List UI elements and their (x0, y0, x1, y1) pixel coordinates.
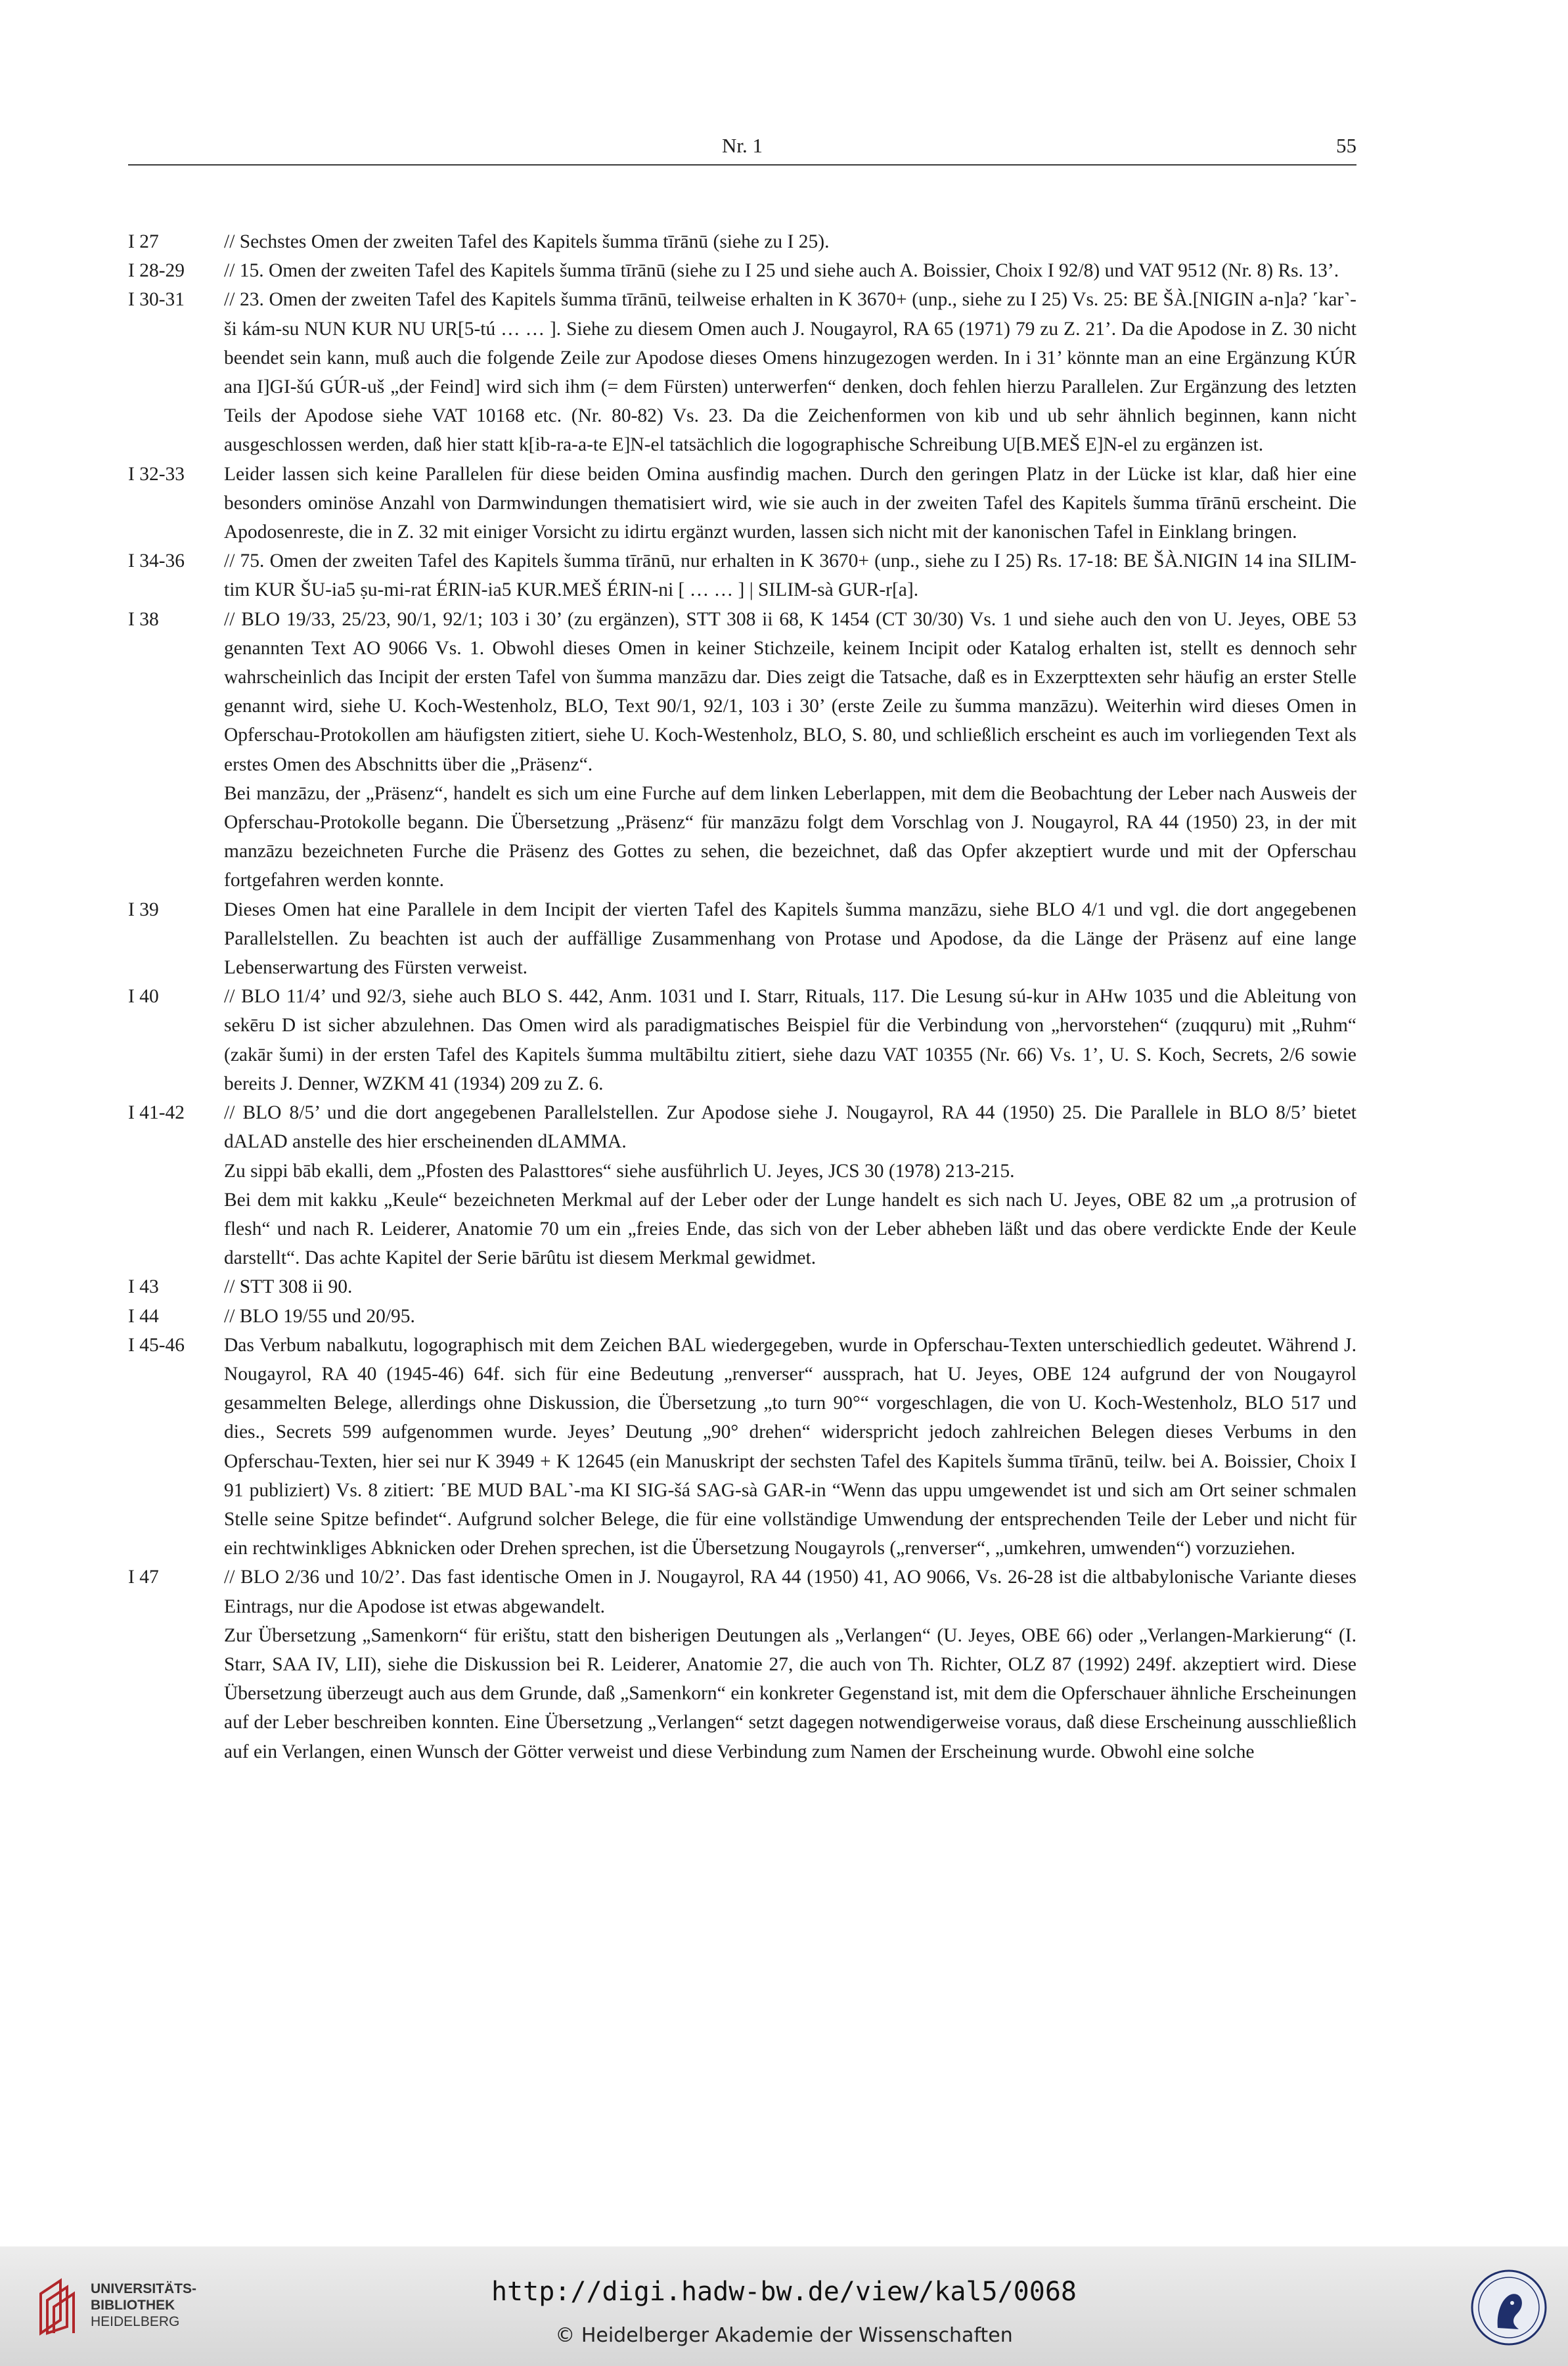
entry-paragraph: // 15. Omen der zweiten Tafel des Kapitels šumma tīrānū (siehe zu I 25 und siehe auch A. Boissier, Choix I 92/8) und VAT 9512 (Nr. 8) Rs. 13’. (224, 260, 1339, 282)
running-head (128, 131, 1356, 166)
entry-text (224, 1563, 1356, 1766)
running-head-title: Nr. 1 (722, 134, 763, 157)
entry-paragraph: Leider lassen sich keine Parallelen für diese beiden Omina ausfindig machen. Durch den geringen Platz in der Lücke ist klar, daß hier eine besonders ominöse Anzahl von Darmwindungen thematisiert wird, wie sie auch in der zweiten Tafel des Kapitels šumma tīrānū erscheint. Die Apodosenreste, die in Z. 32 mit einiger Vorsicht zu idirtu ergänzt wurden, lassen sich nicht mit der kanonischen Tafel in Einklang bringen. (224, 463, 1356, 543)
line-reference: I 41-42 (128, 1102, 185, 1124)
entry-paragraph: // BLO 2/36 und 10/2’. Das fast identische Omen in J. Nougayrol, RA 44 (1950) 41, AO 9066, Vs. 26-28 ist die altbabylonische Variante dieses Eintrags, nur die Apodose ist etwas abgewandelt. (224, 1567, 1356, 1617)
commentary-entry (128, 1563, 1356, 1766)
entry-text (224, 285, 1356, 459)
commentary-entry (128, 460, 1356, 547)
line-reference: I 47 (128, 1567, 159, 1588)
commentary-entry (128, 895, 1356, 983)
entry-text (224, 1331, 1356, 1563)
commentary-entry (128, 227, 1356, 256)
line-reference: I 44 (128, 1305, 159, 1327)
entry-text (224, 256, 1356, 285)
academy-seal-icon (1470, 2269, 1548, 2346)
entry-paragraph: Dieses Omen hat eine Parallele in dem Incipit der vierten Tafel des Kapitels šumma manzāzu, siehe BLO 4/1 und vgl. die dort angegebenen Parallelstellen. Zu beachten ist auch der auffällige Zusammenhang von Protase und Apodose, da die Länge der Präsenz auf eine lange Lebenserwartung des Fürsten verweist. (224, 899, 1356, 979)
entry-paragraph: Bei manzāzu, der „Präsenz“, handelt es sich um eine Furche auf dem linken Leberlappen, mit dem die Beobachtung der Leber nach Ausweis der Opferschau-Protokolle begann. Die Übersetzung „Präsenz“ für manzāzu folgt dem Vorschlag von J. Nougayrol, RA 44 (1950) 23, in der mit manzāzu bezeichneten Furche die Präsenz des Gottes zu sehen, die bezeichnet, daß das Opfer akzeptiert wurde und mit der Opferschau fortgefahren werden konnte. (224, 782, 1356, 891)
entry-paragraph: // BLO 19/33, 25/23, 90/1, 92/1; 103 i 30’ (zu ergänzen), STT 308 ii 68, K 1454 (CT 30/30) Vs. 1 und siehe auch den von U. Jeyes, OBE 53 genannten Text AO 9066 Vs. 1. Obwohl dieses Omen in keiner Stichzeile, keinem Incipit oder Katalog erhalten ist, stellt es dennoch sehr wahrscheinlich das Incipit der ersten Tafel von šumma manzāzu dar. Dies zeigt die Tatsache, daß es in Exzerpttexten sehr häufig an erster Stelle genannt wird, siehe U. Koch-Westenholz, BLO, Text 90/1, 92/1, 103 i 30’ (erste Zeile zu šumma manzāzu). Weiterhin wird dieses Omen in Opferschau-Protokollen am häufigsten zitiert, siehe U. Koch-Westenholz, BLO, S. 80, und schließlich erscheint es auch im vorliegenden Text als erstes Omen des Abschnitts über die „Präsenz“. (224, 608, 1356, 775)
entry-text (224, 1302, 1356, 1331)
copyright-notice: © Heidelberger Akademie der Wissenschaften (555, 2324, 1013, 2347)
logo-line: UNIVERSITÄTS- (91, 2281, 197, 2296)
line-reference: I 28-29 (128, 260, 185, 282)
line-reference: I 45-46 (128, 1334, 185, 1356)
commentary-entry (128, 605, 1356, 895)
logo-line: HEIDELBERG (91, 2314, 180, 2329)
entry-paragraph: // 23. Omen der zweiten Tafel des Kapitels šumma tīrānū, teilweise erhalten in K 3670+ (unp., siehe zu I 25) Vs. 25: BE ŠÀ.[NIGIN a-n]a? ˹kar˺-ši kám-su NUN KUR NU UR[5-tú … … ]. Siehe zu diesem Omen auch J. Nougayrol, RA 65 (1971) 79 zu Z. 21’. Da die Apodose in Z. 30 nicht beendet sein kann, muß auch die folgende Zeile zur Apodose dieses Omens hinzugezogen werden. In i 31’ könnte man an eine Ergänzung KÚR ana I]GI-šú GÚR-uš „der Feind] wird sich ihm (= dem Fürsten) unterwerfen“ denken, doch fehlen hierzu Parallelen. Zur Ergänzung des letzten Teils der Apodose siehe VAT 10168 etc. (Nr. 80-82) Vs. 23. Da die Zeichenformen von kib und ub sehr ähnlich beginnen, kann nicht ausgeschlossen werden, daß hier statt k[ib-ra-a-te E]N-el tatsächlich die logographische Schreibung U[B.MEŠ E]N-el zu ergänzen ist. (224, 289, 1356, 456)
entry-paragraph: // BLO 11/4’ und 92/3, siehe auch BLO S. 442, Anm. 1031 und I. Starr, Rituals, 117. Die Lesung sú-kur in AHw 1035 und die Ableitung von sekēru D ist sicher abzulehnen. Das Omen wird als paradigmatisches Beispiel für die Verbindung von „hervorstehen“ (zuqquru) mit „Ruhm“ (zakār šumi) in der ersten Tafel des Kapitels šumma multābiltu zitiert, siehe dazu VAT 10355 (Nr. 66) Vs. 1’, U. S. Koch, Secrets, 2/6 sowie bereits J. Denner, WZKM 41 (1934) 209 zu Z. 6. (224, 986, 1356, 1094)
line-reference: I 34-36 (128, 550, 185, 572)
commentary-entry (128, 1272, 1356, 1301)
page-number: 55 (1336, 134, 1356, 157)
commentary-entry (128, 547, 1356, 604)
commentary-entry (128, 1098, 1356, 1272)
entry-text (224, 895, 1356, 983)
line-reference: I 30-31 (128, 289, 185, 311)
entry-paragraph: Zur Übersetzung „Samenkorn“ für erištu, statt den bisherigen Deutungen als „Verlangen“ (U. Jeyes, OBE 66) oder „Verlangen-Markierung“ (I. Starr, SAA IV, LII), siehe die Diskussion bei R. Leiderer, Anatomie 27, die auch von Th. Richter, OLZ 87 (1992) 249f. akzeptiert wird. Diese Übersetzung überzeugt auch aus dem Grunde, daß „Samenkorn“ ein konkreter Gegenstand ist, mit dem die Opferschauer ähnliche Erscheinungen auf der Leber beschreiben konnten. Eine Übersetzung „Verlangen“ setzt dagegen notwendigerweise voraus, daß diese Erscheinung ausschließlich auf ein Verlangen, einen Wunsch der Götter verweist und diese Verbindung zum Namen der Erscheinung wurde. Obwohl eine solche (224, 1624, 1356, 1762)
line-reference: I 43 (128, 1276, 159, 1298)
entry-text (224, 547, 1356, 604)
entry-paragraph: Das Verbum nabalkutu, logographisch mit dem Zeichen BAL wiedergegeben, wurde in Opferschau-Texten unterschiedlich gedeutet. Während J. Nougayrol, RA 40 (1945-46) 64f. sich für eine Bedeutung „renverser“ aussprach, hat U. Jeyes, OBE 124 aufgrund der von Nougayrol gesammelten Belege, allerdings ohne Diskussion, die Übersetzung „to turn 90°“ vorgeschlagen, die von U. Koch-Westenholz, BLO 517 und dies., Secrets 599 aufgenommen wurde. Jeyes’ Deutung „90° drehen“ widerspricht jedoch zahlreichen Belegen dieses Verbums in den Opferschau-Texten, hier sei nur K 3949 + K 12645 (ein Manuskript der sechsten Tafel des Kapitels šumma tīrānū, teilw. bei A. Boissier, Choix I 91 publiziert) Vs. 8 zitiert: ˹BE MUD BAL˺-ma KI SIG-šá SAG-sà GAR-in “Wenn das uppu umgewendet ist und sich am Ort seiner schmalen Stelle seine Spitze befindet“. Aufgrund solcher Belege, die für eine vollständige Umwendung der entsprechenden Teile der Leber und nicht für ein rechtwinkliges Abknicken oder Drehen sprechen, ist die Übersetzung Nougayrols („renverser“, „umkehren, umwenden“) vorzuziehen. (224, 1334, 1356, 1559)
source-url-link[interactable]: http://digi.hadw-bw.de/view/kal5/0068 (491, 2277, 1077, 2307)
entry-text (224, 1098, 1356, 1272)
line-reference: I 39 (128, 899, 159, 920)
line-reference: I 32-33 (128, 463, 185, 485)
line-reference: I 38 (128, 608, 159, 630)
entry-paragraph: // Sechstes Omen der zweiten Tafel des Kapitels šumma tīrānū (siehe zu I 25). (224, 231, 830, 252)
entry-paragraph: // STT 308 ii 90. (224, 1276, 353, 1298)
entry-paragraph: // BLO 8/5’ und die dort angegebenen Parallelstellen. Zur Apodose siehe J. Nougayrol, RA 44 (1950) 25. Die Parallele in BLO 8/5’ bietet dALAD anstelle des hier erscheinenden dLAMMA. (224, 1102, 1356, 1153)
commentary-entry (128, 982, 1356, 1098)
commentary-entry (128, 256, 1356, 285)
entry-text (224, 982, 1356, 1098)
commentary-entry (128, 1302, 1356, 1331)
entry-paragraph: // 75. Omen der zweiten Tafel des Kapitels šumma tīrānū, nur erhalten in K 3670+ (unp., siehe zu I 25) Rs. 17-18: BE ŠÀ.NIGIN 14 ina SILIM-tim KUR ŠU-ia5 ṣu-mi-rat ÉRIN-ia5 KUR.MEŠ ÉRIN-ni [ … … ] | SILIM-sà GUR-r[a]. (224, 550, 1356, 601)
entry-text (224, 605, 1356, 895)
entry-paragraph: Zu sippi bāb ekalli, dem „Pfosten des Palasttores“ siehe ausführlich U. Jeyes, JCS 30 (1978) 213-215. (224, 1160, 1015, 1182)
commentary-body (128, 227, 1356, 1766)
commentary-entry (128, 1331, 1356, 1563)
line-reference: I 27 (128, 231, 159, 252)
footer-bar (0, 2246, 1568, 2366)
entry-paragraph: // BLO 19/55 und 20/95. (224, 1305, 415, 1327)
commentary-entry (128, 285, 1356, 459)
entry-paragraph: Bei dem mit kakku „Keule“ bezeichneten Merkmal auf der Leber oder der Lunge handelt es sich nach U. Jeyes, OBE 82 um „a protrusion of flesh“ und nach R. Leiderer, Anatomie 70 um ein „freies Ende, das sich von der Leber abheben läßt und das obere verdickte Ende der Keule darstellt“. Das achte Kapitel der Serie bārûtu ist diesem Merkmal gewidmet. (224, 1189, 1356, 1269)
line-reference: I 40 (128, 986, 159, 1008)
logo-line: BIBLIOTHEK (91, 2298, 175, 2313)
entry-text (224, 1272, 1356, 1301)
entry-text (224, 460, 1356, 547)
entry-text (224, 227, 1356, 256)
